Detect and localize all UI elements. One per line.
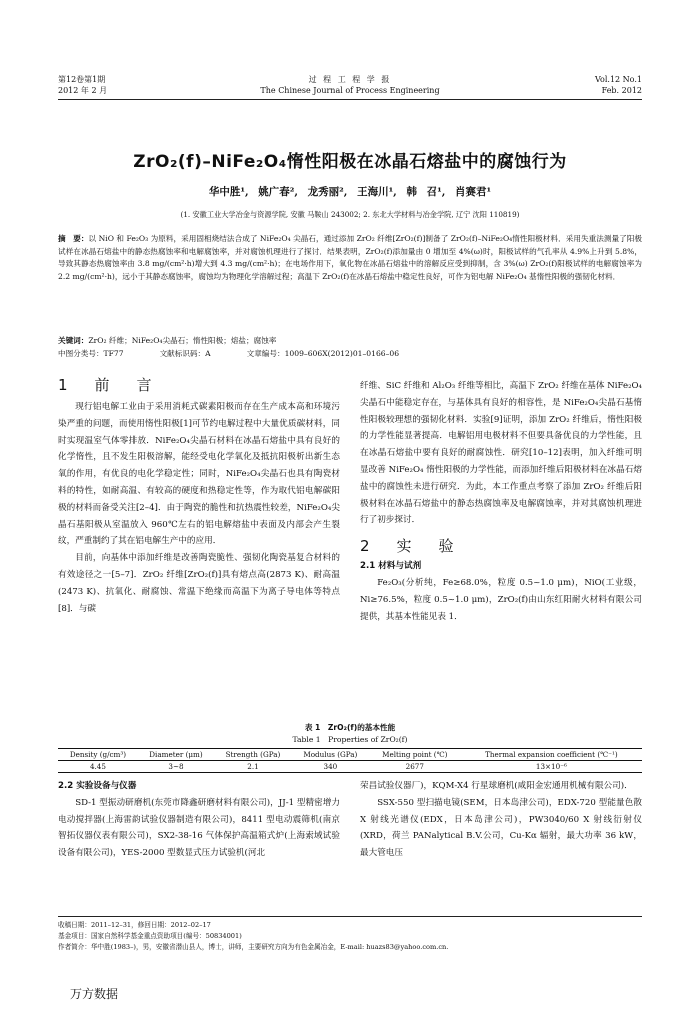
footnote: [58, 920, 642, 953]
journal-name-cn: 过 程 工 程 学 报: [308, 75, 392, 84]
journal-date: 2012 年 2 月: [58, 86, 108, 95]
table-header-cell: Strength (GPa): [225, 750, 281, 759]
table-header-cell: Thermal expansion coefficient (℃⁻¹): [485, 750, 618, 759]
section-2-heading: 2 实 验: [360, 537, 460, 556]
intro-paragraph-1: 现行铝电解工业由于采用消耗式碳素阳极而存在生产成本高和环境污染严重的问题，而使用惰性阳极[1]可节约电解过程中大量优质碳材料，同时实现温室气体零排放．NiFe₂O₄尖晶石材料在冰晶石熔盐中具有良好的化学惰性，且不发生阳极溶解，能经受电化学氧化及抵抗阳极析出新生态氧的作用，有优良的电化学稳定性；同时，NiFe₂O₄尖晶石也具有陶瓷材料的特性，如耐高温、有较高的硬度和热稳定性等，作为取代铝电解碳阳极的材料而备受关注[2–4]．由于陶瓷的脆性和抗热震性较差，NiFe₂O₄尖晶石基阳极从室温放入 960℃左右的铝电解熔盐中表面及内部会产生裂纹，严重制约了其在铝电解生产中的应用．: [58, 402, 340, 547]
materials-paragraph: Fe₂O₃(分析纯，Fe≥68.0%，粒度 0.5~1.0 μm)，NiO(工业级，Ni≥76.5%，粒度 0.5~1.0 μm)，ZrO₂(f)由山东红阳耐火材料有限公司提供，其基本性能见表 1．: [360, 577, 642, 622]
table-row: [58, 761, 642, 773]
table-header-cell: Melting point (℃): [382, 750, 448, 759]
fund-info: 基金项目：国家自然科学基金重点资助项目(编号：50834001): [58, 932, 242, 940]
equipment-paragraph-2: SSX-550 型扫描电镜(SEM，日本岛津公司)，EDX-720 型能量色散 X 射线光谱仪(EDX，日本岛津公司)，PW3040/60 X 射线衍射仪(XRD，荷兰 PANalytical B.V.公司，Cu-Kα 辐射，最大功率 36 kW，最大管电压: [360, 797, 642, 859]
table-cell: 3~8: [168, 762, 184, 771]
table-cell: 4.45: [89, 762, 106, 771]
journal-name-en: The Chinese Journal of Process Engineering: [260, 86, 440, 95]
section-2-1-heading: 2.1 材料与试剂: [360, 561, 422, 572]
keywords: [58, 335, 642, 347]
abstract-label: 摘 要：: [58, 234, 89, 243]
clc-number: 中图分类号：TF77: [58, 349, 124, 358]
table-cell: 2.1: [247, 762, 259, 771]
table-header-row: [58, 749, 642, 761]
document-code: 文献标识码：A: [159, 349, 211, 358]
issue-date-en: Feb. 2012: [601, 86, 642, 95]
header-right: [595, 74, 642, 96]
header-rule: [58, 99, 642, 100]
table-1: [58, 748, 642, 773]
table-caption-en: Table 1 Properties of ZrO₂(f): [292, 735, 408, 744]
intro-paragraph-3: 纤维、SiC 纤维和 Al₂O₃ 纤维等相比，高温下 ZrO₂ 纤维在基体 NiFe₂O₄尖晶石中能稳定存在，与基体具有良好的相容性，是 NiFe₂O₄尖晶石基惰性阳极较理想的强韧化材料．实验[9]证明，添加 ZrO₂ 纤维后，惰性阳极的力学性能显著提高．电解铝用电极材料不但要具备优良的力学性能，且在冰晶石熔盐中要有良好的耐腐蚀性．研究[10–12]表明，加入纤维可明显改善 NiFe₂O₄ 惰性阳极的力学性能，而添加纤维后阳极材料在冰晶石熔盐中的腐蚀性未进行研究．为此，本工作重点考察了添加 ZrO₂ 纤维后阳极材料在冰晶石熔盐中的静态热腐蚀率及电解腐蚀率，并对其腐蚀机理进行了初步探讨．: [360, 381, 642, 526]
equipment-left: [58, 778, 340, 862]
affiliation: (1. 安徽工业大学冶金与资源学院, 安徽 马鞍山 243002; 2. 东北大学材料与冶金学院, 辽宁 沈阳 110819): [180, 210, 520, 219]
header-left: [58, 74, 107, 96]
right-column: [360, 378, 642, 625]
section-2-2-heading: 2.2 实验设备与仪器: [58, 781, 137, 791]
abstract: [58, 233, 642, 283]
table-cell: 2677: [405, 762, 424, 771]
author-bio: 作者简介：华中胜(1983–)，男，安徽省潜山县人，博士，讲师，主要研究方向为有色金属冶金，E-mail: huazs83@yahoo.com.cn.: [58, 943, 449, 951]
header-center: [200, 74, 500, 96]
table-header-cell: Diameter (μm): [149, 750, 203, 759]
equipment-paragraph-1-cont: 荣昌试验仪器厂)，KQM-X4 行星球磨机(咸阳金宏通用机械有限公司)．: [360, 781, 633, 791]
section-1-heading: 1 前 言: [58, 376, 158, 394]
author-list: 华中胜¹, 姚广春², 龙秀丽², 王海川¹, 韩 召¹, 肖赛君¹: [208, 186, 492, 198]
volume-number: Vol.12 No.1: [595, 75, 642, 84]
abstract-text: 以 NiO 和 Fe₂O₃ 为原料，采用固相烧结法合成了 NiFe₂O₄ 尖晶石，通过添加 ZrO₂ 纤维[ZrO₂(f)]制备了 ZrO₂(f)–NiFe₂O₄惰性阳极材料．采用失重法测量了阳极试样在冰晶石熔盐中的静态热腐蚀率和电解腐蚀率，并对腐蚀机理进行了探讨．结果表明，ZrO₂(f)添加量由 0 增加至 4%(ω)时，阳极试样的气孔率从 4.9%上升到 5.8%，导致其静态热腐蚀率由 3.8 mg/(cm²·h)增大到 4.3 mg/(cm²·h)；在电场作用下，氧化物在冰晶石熔盐中的溶解反应受到抑制，含 3%(ω) ZrO₂(f)阳极试样的电解腐蚀率为 2.2 mg/(cm²·h)，远小于其静态腐蚀率，腐蚀均为物理化学溶解过程；高温下 ZrO₂(f)在冰晶石熔盐中稳定性良好，可作为铝电解 NiFe₂O₄ 基惰性阳极的强韧化材料．: [58, 234, 643, 281]
table-header-cell: Density (g/cm³): [69, 750, 127, 759]
table-cell: 340: [323, 762, 338, 771]
table-caption-cn: 表 1 ZrO₂(f)的基本性能: [304, 723, 396, 732]
received-date: 收稿日期：2011–12–31，修回日期：2012–02–17: [58, 921, 211, 929]
footnote-rule: [58, 916, 642, 917]
equipment-right: [360, 778, 642, 862]
classification: [58, 348, 642, 360]
left-column: [58, 374, 340, 617]
journal-issue: 第12卷第1期: [58, 75, 106, 84]
watermark: 万方数据: [70, 987, 119, 1001]
keywords-label: 关键词：: [58, 336, 89, 345]
table-1-caption: [58, 722, 642, 746]
article-number: 文章编号：1009–606X(2012)01–0166–06: [246, 349, 400, 358]
table-header-cell: Modulus (GPa): [303, 750, 358, 759]
keywords-text: ZrO₂ 纤维；NiFe₂O₄尖晶石；惰性阳极；熔盐；腐蚀率: [88, 336, 277, 345]
equipment-paragraph-1: SD-1 型振动研磨机(东莞市降鑫研磨材料有限公司)，JJ-1 型精密增力电动搅拌器(上海雷韵试验仪器制造有限公司)，8411 型电动震筛机(南京智拓仪器仪表有限公司)，SX2-38-16 气体保护高温箱式炉(上海索域试验设备有限公司)，YES-2000 型数显式压力试验机(河北: [58, 797, 340, 859]
table-cell: 13×10⁻⁶: [535, 762, 567, 771]
paper-title: ZrO₂(f)–NiFe₂O₄惰性阳极在冰晶石熔盐中的腐蚀行为: [133, 152, 567, 172]
intro-paragraph-2: 目前，向基体中添加纤维是改善陶瓷脆性、强韧化陶瓷基复合材料的有效途径之一[5–7]．ZrO₂ 纤维[ZrO₂(f)]具有熔点高(2873 K)、耐高温(2473 K)、抗氧化、耐腐蚀、常温下绝缘而高温下为离子导电体等特点[8]．与碳: [58, 553, 340, 614]
